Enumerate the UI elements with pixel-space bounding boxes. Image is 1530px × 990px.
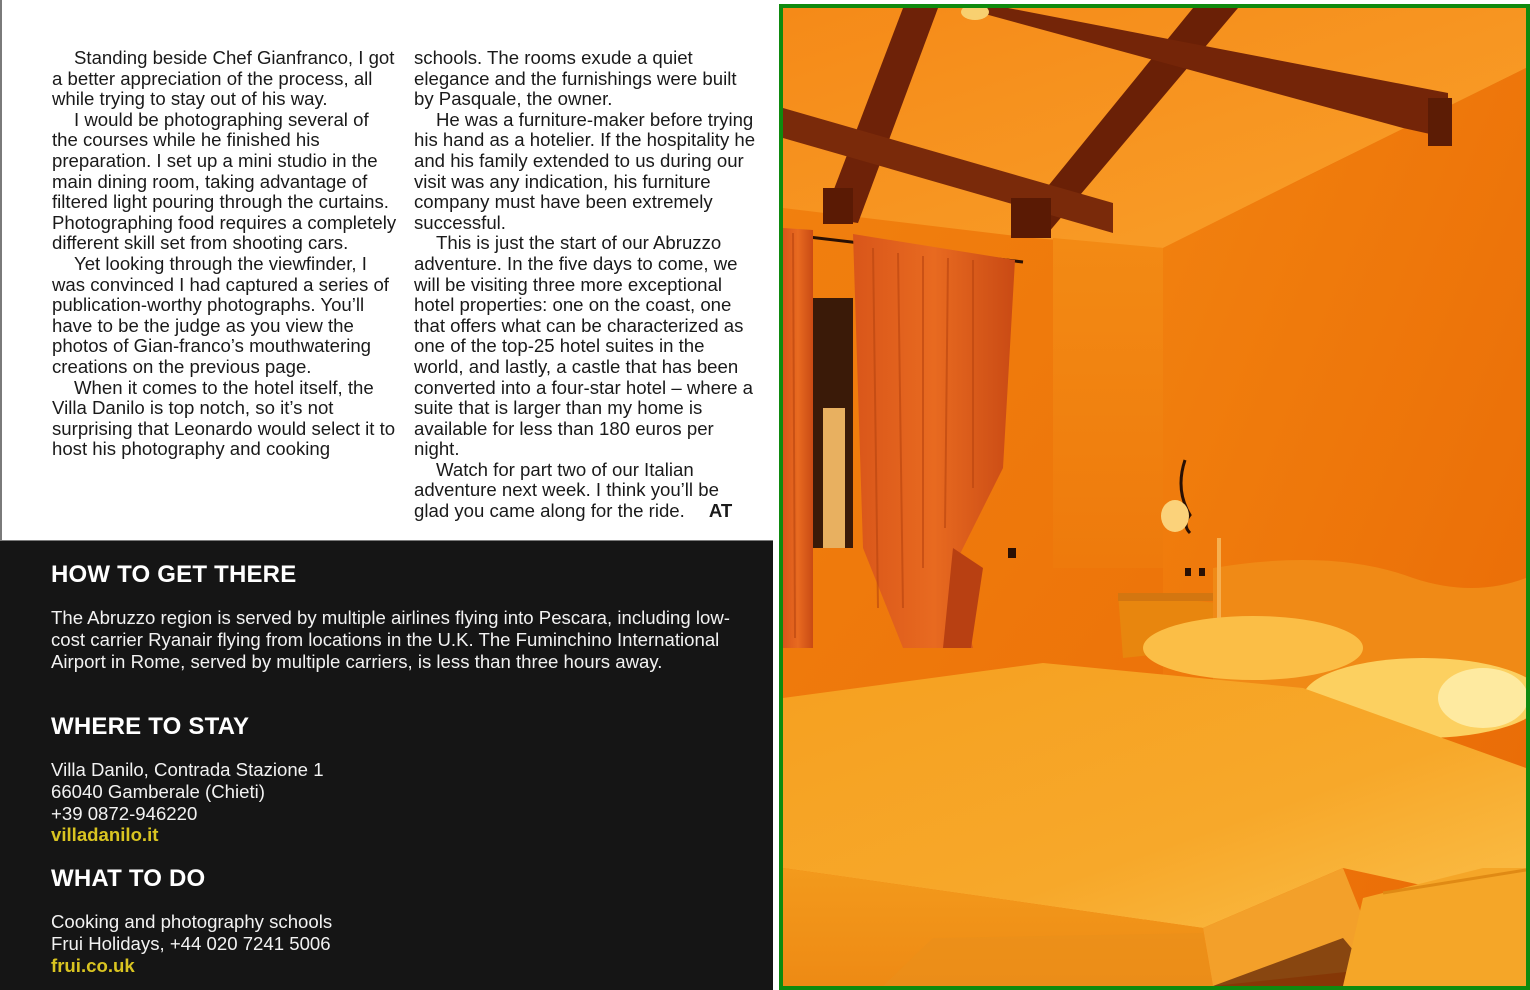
activity-line: Cooking and photography schools <box>51 911 333 932</box>
article-column-right <box>414 48 759 522</box>
photo-frame <box>773 0 1530 990</box>
paragraph-final-text: Watch for part two of our Italian adventure next week. I think you’ll be glad you came along for the ride. <box>414 458 719 522</box>
address-line: Villa Danilo, Contrada Stazione 1 <box>51 759 324 780</box>
travel-info-box <box>0 540 773 990</box>
section-body <box>51 911 751 976</box>
address-line: 66040 Gamberale (Chieti) <box>51 780 265 802</box>
paragraph: Yet looking through the viewfinder, I was convinced I had captured a series of publication-worthy photographs. You’ll have to be the judge as you view the photos of Gian-franco’s mouthwatering creations on the previous page. <box>52 252 389 377</box>
contact-line: Frui Holidays, +44 020 7241 5006 <box>51 932 331 954</box>
paragraph: This is just the start of our Abruzzo adventure. In the five days to come, we will be visiting three more exceptional hotel properties: one on the coast, one that offers what can be characterized as one of the top-25 hotel suites in the world, and lastly, a castle that has been converted into a four-star hotel – where a suite that is larger than my home is available for less than 180 euros per night. <box>414 232 754 460</box>
section-heading: HOW TO GET THERE <box>51 561 297 588</box>
paragraph: He was a furniture-maker before trying his hand as a hotelier. If the hospitality he and his family extended to us during our visit was any indication, his furniture company must have been extremely successful. <box>414 108 756 233</box>
phone-number: +39 0872-946220 <box>51 802 198 824</box>
paragraph: When it comes to the hotel itself, the Villa Danilo is top notch, so it’s not surprising that Leonardo would select it to host his photography and cooking <box>52 376 396 460</box>
paragraph: Standing beside Chef Gianfranco, I got a better appreciation of the process, all while trying to stay out of his way. <box>52 47 395 110</box>
hotel-website-link[interactable]: villadanilo.it <box>51 824 159 846</box>
section-body: The Abruzzo region is served by multiple airlines flying into Pescara, including low-cost carrier Ryanair flying from locations in the U.K. The Fuminchino International Airport in Rome, served by multiple carriers, is less than three hours away. <box>51 607 730 672</box>
section-what-to-do <box>51 865 751 976</box>
section-heading: WHERE TO STAY <box>51 713 250 740</box>
section-heading: WHAT TO DO <box>51 865 206 892</box>
bedroom-illustration <box>783 8 1526 986</box>
section-where-to-stay <box>51 713 751 846</box>
author-signoff: AT <box>708 500 733 522</box>
section-how-to-get-there <box>51 561 751 672</box>
hotel-room-photo <box>779 4 1530 990</box>
paragraph: schools. The rooms exude a quiet elegance and the furnishings were built by Pasquale, the owner. <box>414 47 737 110</box>
section-body <box>51 759 751 846</box>
article-column-left <box>52 48 397 460</box>
article-text-page <box>0 0 773 540</box>
paragraph: I would be photographing several of the courses while he finished his preparation. I set up a mini studio in the main dining room, taking advantage of filtered light pouring through the curtains. Photographing food requires a completely different skill set from shooting cars. <box>52 108 397 254</box>
frui-website-link[interactable]: frui.co.uk <box>51 954 135 976</box>
paragraph-final <box>414 460 759 522</box>
